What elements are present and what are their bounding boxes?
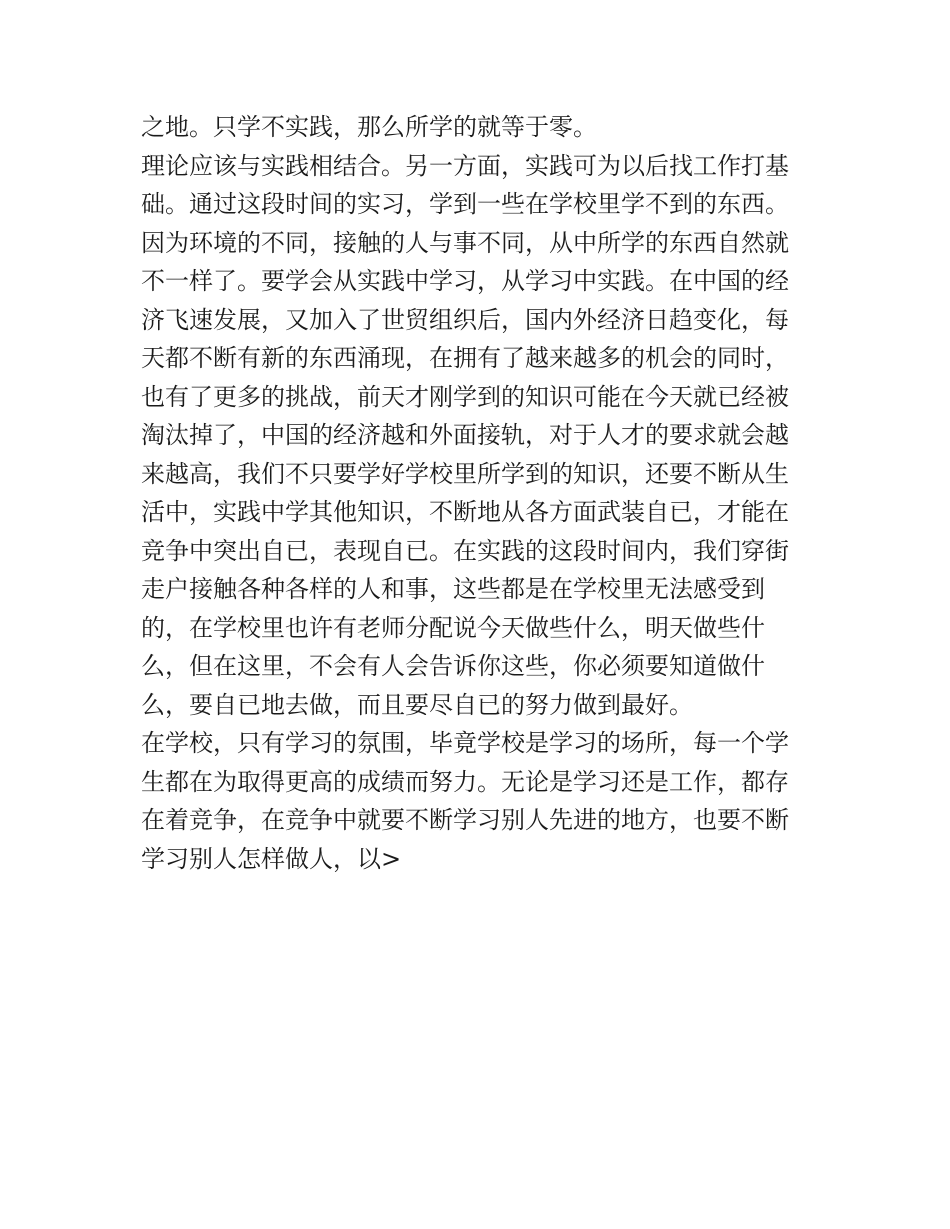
text-line: 在学校，只有学习的氛围，毕竟学校是学习的场所，每一个学: [141, 729, 789, 757]
text-line: 学习别人怎样做人，以>: [141, 844, 402, 873]
text-line: 在着竞争，在竞争中就要不断学习别人先进的地方，也要不断: [141, 806, 789, 834]
text-line: 天都不断有新的东西涌现，在拥有了越来越多的机会的同时，: [141, 344, 789, 372]
text-line: 么，要自已地去做，而且要尽自已的努力做到最好。: [141, 690, 693, 719]
text-line: 之地。只学不实践，那么所学的就等于零。: [141, 113, 597, 141]
text-line: 济飞速发展，又加入了世贸组织后，国内外经济日趋变化，每: [141, 305, 789, 334]
text-line: 因为环境的不同，接触的人与事不同，从中所学的东西自然就: [141, 228, 789, 257]
text-line: 竞争中突出自已，表现自已。在实践的这段时间内，我们穿街: [141, 536, 789, 565]
text-line: 生都在为取得更高的成绩而努力。无论是学习还是工作，都存: [141, 767, 789, 796]
text-line: 淘汰掉了，中国的经济越和外面接轨，对于人才的要求就会越: [141, 421, 789, 449]
text-line: 理论应该与实践相结合。另一方面，实践可为以后找工作打基: [141, 151, 789, 180]
text-line: 础。通过这段时间的实习，学到一些在学校里学不到的东西。: [141, 190, 789, 218]
text-line: 也有了更多的挑战，前天才刚学到的知识可能在今天就已经被: [141, 382, 789, 411]
text-line: 么，但在这里，不会有人会告诉你这些，你必须要知道做什: [141, 652, 765, 680]
text-line: 的，在学校里也许有老师分配说今天做些什么，明天做些什: [141, 613, 765, 642]
text-line: 来越高，我们不只要学好学校里所学到的知识，还要不断从生: [141, 459, 789, 488]
text-line: 不一样了。要学会从实践中学习，从学习中实践。在中国的经: [141, 267, 789, 295]
text-line: 走户接触各种各样的人和事，这些都是在学校里无法感受到: [141, 575, 765, 603]
body-text: [141, 108, 821, 878]
text-line: 活中，实践中学其他知识，不断地从各方面武装自已，才能在: [141, 498, 789, 526]
